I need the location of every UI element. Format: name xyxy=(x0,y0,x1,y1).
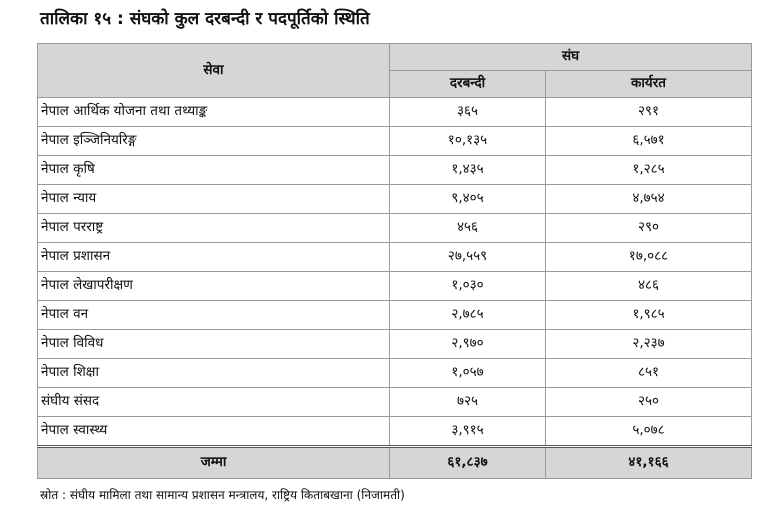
service-cell: संघीय संसद xyxy=(38,388,390,417)
working-cell: ८५१ xyxy=(546,359,752,388)
sanctioned-cell: ७२५ xyxy=(390,388,546,417)
sanctioned-cell: ३६५ xyxy=(390,98,546,127)
service-cell: नेपाल कृषि xyxy=(38,156,390,185)
sanctioned-cell: २,९७० xyxy=(390,330,546,359)
table-row xyxy=(38,330,752,359)
service-header: सेवा xyxy=(38,44,390,98)
table-row xyxy=(38,127,752,156)
table-row xyxy=(38,417,752,447)
service-cell: नेपाल न्याय xyxy=(38,185,390,214)
total-working: ४१,१६६ xyxy=(546,447,752,479)
working-cell: २५० xyxy=(546,388,752,417)
working-cell: १,२८५ xyxy=(546,156,752,185)
total-label: जम्मा xyxy=(38,447,390,479)
working-cell: ४८६ xyxy=(546,272,752,301)
sanctioned-cell: १,४३५ xyxy=(390,156,546,185)
service-cell: नेपाल इञ्जिनियरिङ्ग xyxy=(38,127,390,156)
sanctioned-cell: ४५६ xyxy=(390,214,546,243)
working-cell: २९० xyxy=(546,214,752,243)
working-cell: ४,७५४ xyxy=(546,185,752,214)
sanctioned-header: दरबन्दी xyxy=(390,71,546,98)
working-cell: १,९८५ xyxy=(546,301,752,330)
group-header: संघ xyxy=(390,44,752,71)
service-cell: नेपाल लेखापरीक्षण xyxy=(38,272,390,301)
table-row xyxy=(38,272,752,301)
source-note: स्रोत : संघीय मामिला तथा सामान्य प्रशासन मन्त्रालय, राष्ट्रिय किताबखाना (निजामती) xyxy=(40,488,405,502)
sanctioned-cell: ३,९१५ xyxy=(390,417,546,447)
service-cell: नेपाल शिक्षा xyxy=(38,359,390,388)
table-row xyxy=(38,214,752,243)
service-cell: नेपाल वन xyxy=(38,301,390,330)
table-row xyxy=(38,98,752,127)
staffing-table xyxy=(37,43,752,479)
total-row xyxy=(38,447,752,479)
service-cell: नेपाल प्रशासन xyxy=(38,243,390,272)
table-row xyxy=(38,243,752,272)
table-row xyxy=(38,301,752,330)
sanctioned-cell: १,०३० xyxy=(390,272,546,301)
table-row xyxy=(38,185,752,214)
sanctioned-cell: ९,४०५ xyxy=(390,185,546,214)
table-row xyxy=(38,388,752,417)
sanctioned-cell: २७,५५९ xyxy=(390,243,546,272)
working-cell: २९१ xyxy=(546,98,752,127)
working-cell: ५,०७८ xyxy=(546,417,752,447)
working-cell: १७,०८८ xyxy=(546,243,752,272)
service-cell: नेपाल स्वास्थ्य xyxy=(38,417,390,447)
table-row xyxy=(38,359,752,388)
service-cell: नेपाल परराष्ट्र xyxy=(38,214,390,243)
service-cell: नेपाल आर्थिक योजना तथा तथ्याङ्क xyxy=(38,98,390,127)
working-cell: २,२३७ xyxy=(546,330,752,359)
working-header: कार्यरत xyxy=(546,71,752,98)
table-title: तालिका १५ : संघको कुल दरबन्दी र पदपूर्तिको स्थिति xyxy=(40,9,370,29)
table-row xyxy=(38,156,752,185)
working-cell: ६,५७१ xyxy=(546,127,752,156)
header-row-group xyxy=(38,44,752,71)
sanctioned-cell: २,७८५ xyxy=(390,301,546,330)
sanctioned-cell: १,०५७ xyxy=(390,359,546,388)
total-sanctioned: ६१,८३७ xyxy=(390,447,546,479)
service-cell: नेपाल विविध xyxy=(38,330,390,359)
sanctioned-cell: १०,१३५ xyxy=(390,127,546,156)
